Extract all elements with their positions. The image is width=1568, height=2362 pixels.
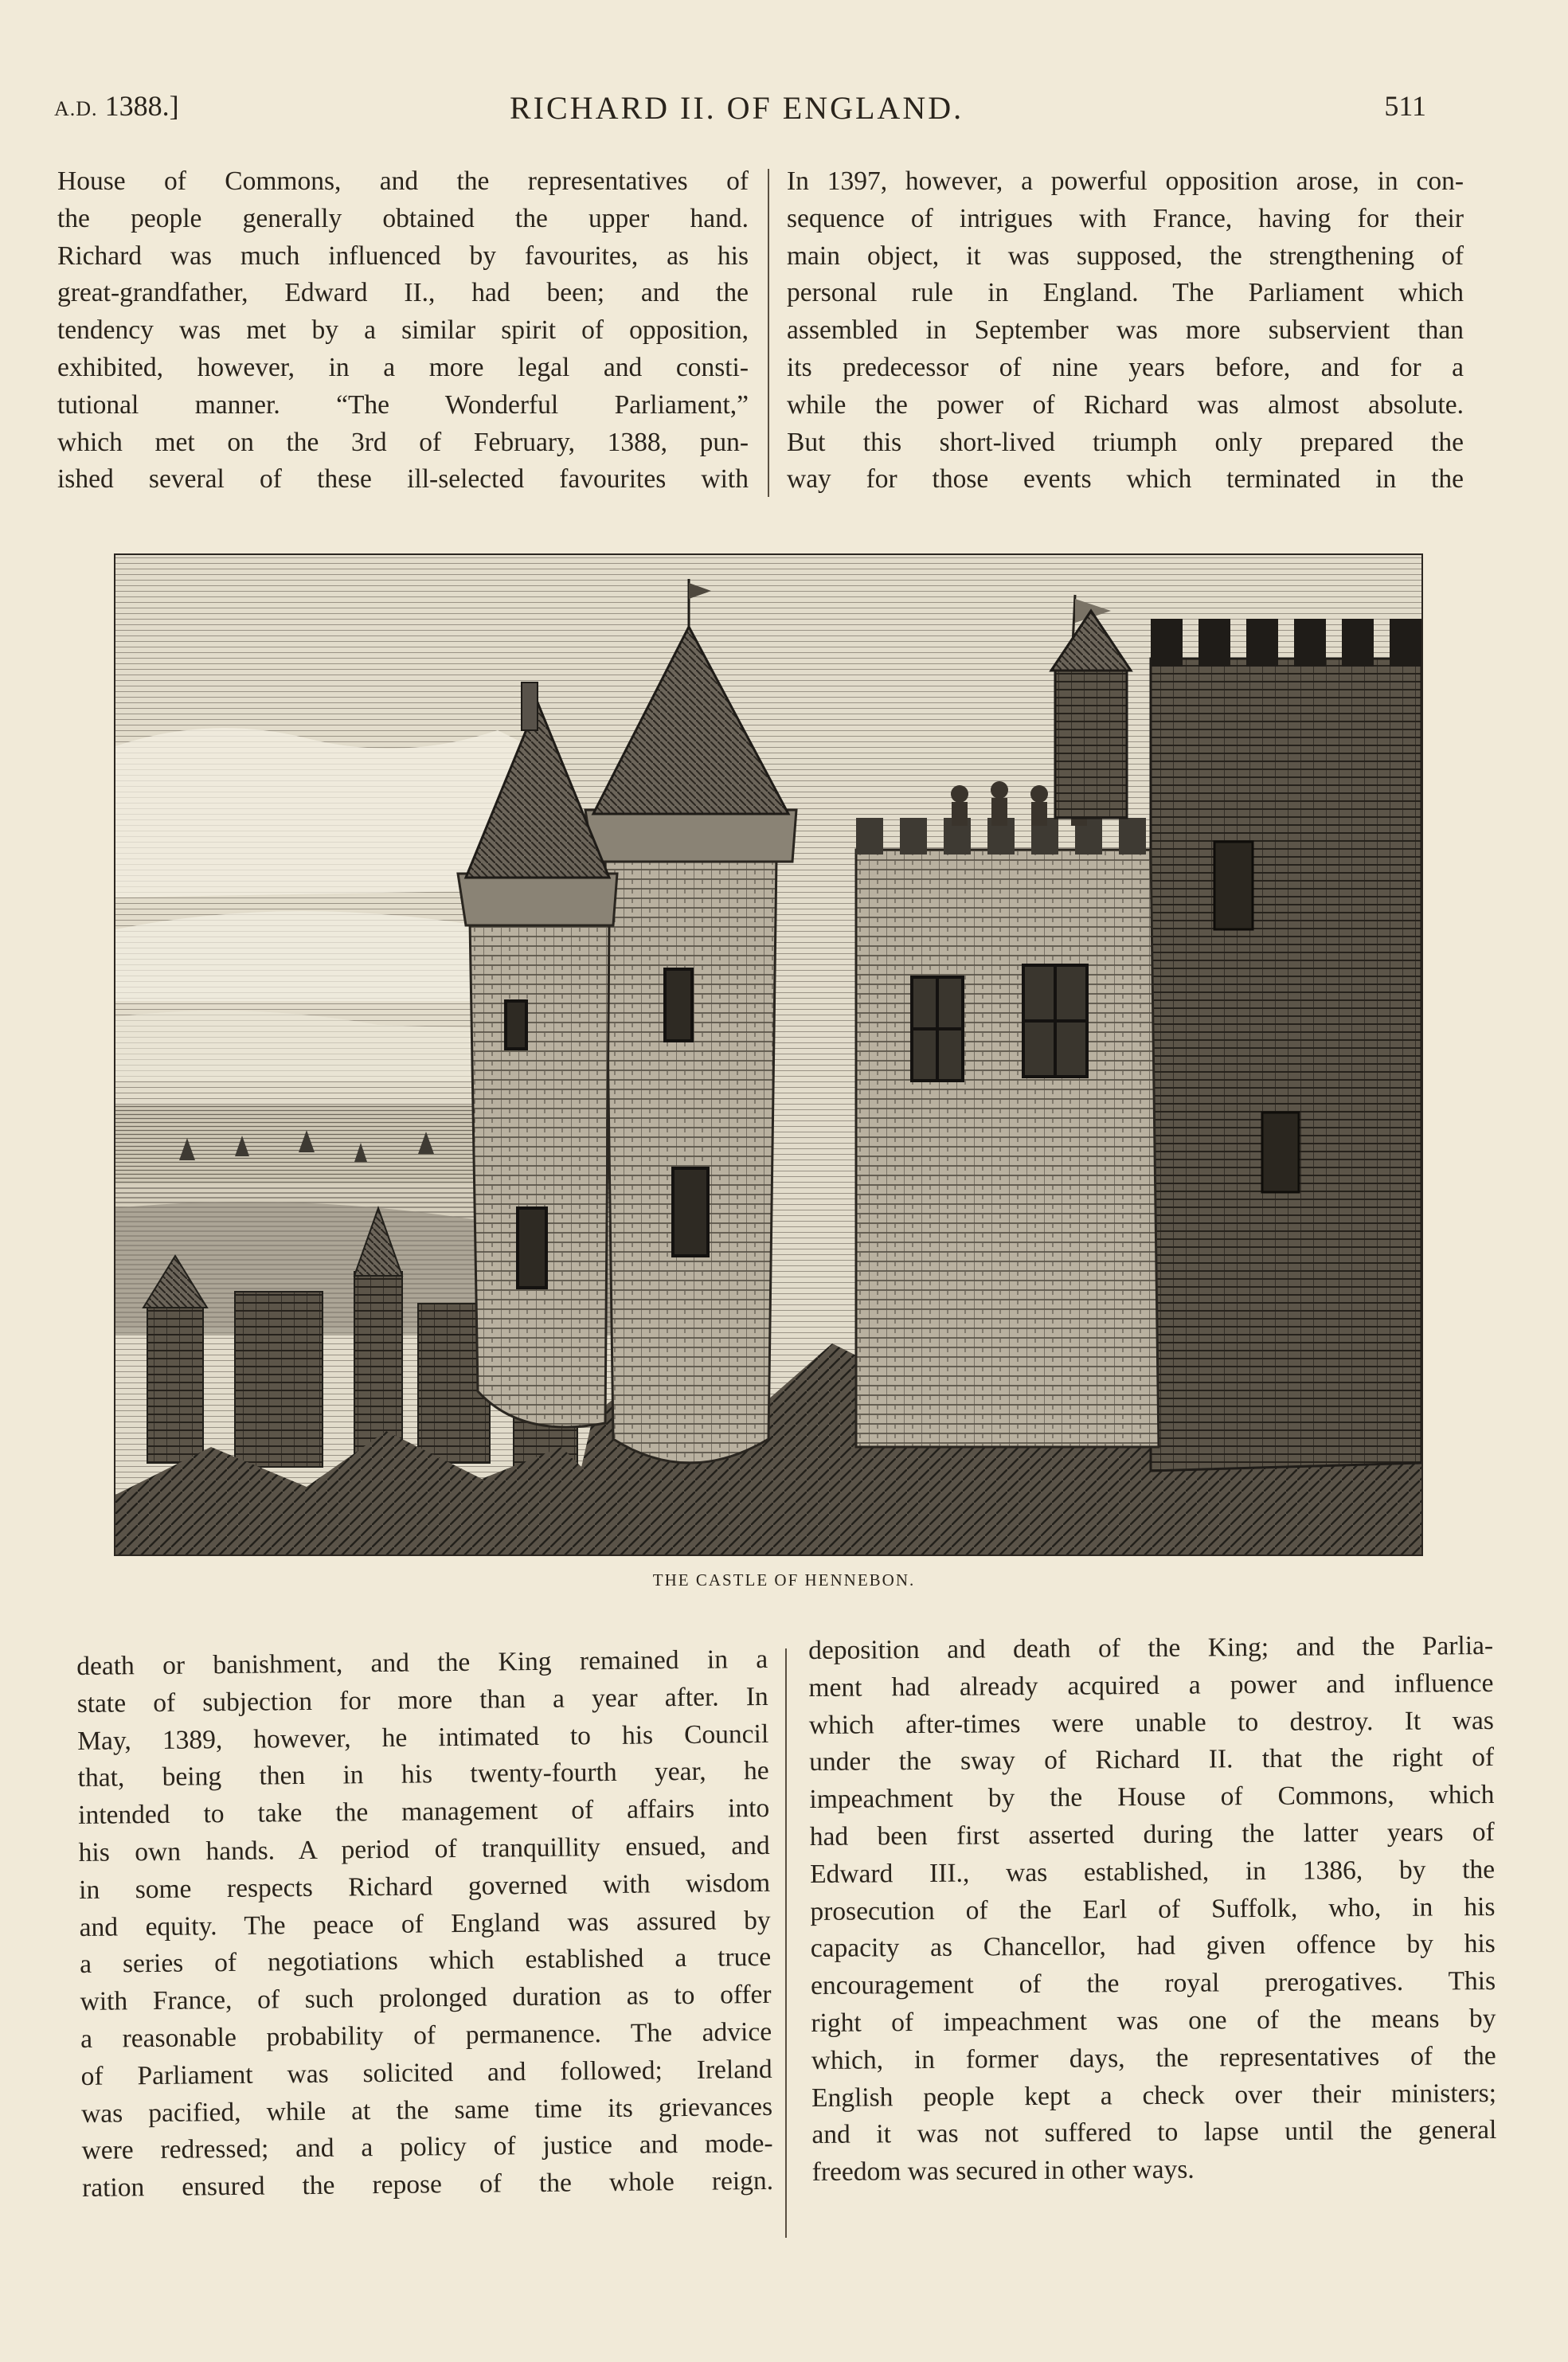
text-line: intended to take the management of affairs into — [78, 1793, 770, 1831]
page-number: 511 — [1384, 90, 1426, 122]
text-line: tutional manner. “The Wonderful Parliament,” — [57, 389, 749, 420]
text-line: of Parliament was solicited and followed; Ireland — [80, 2054, 772, 2091]
text-line: its predecessor of nine years before, and for a — [787, 352, 1464, 382]
text-line: freedom was secured in other ways. — [811, 2154, 1195, 2188]
text-line: under the sway of Richard II. that the right of — [809, 1742, 1495, 1777]
text-line: while the power of Richard was almost absolute. — [787, 389, 1464, 420]
column-top-right — [787, 163, 1464, 499]
text-line: which met on the 3rd of February, 1388, pun- — [57, 427, 749, 457]
text-line: But this short-lived triumph only prepared the — [787, 427, 1464, 457]
text-line: Edward III., was established, in 1386, by the — [809, 1854, 1496, 1889]
text-line: great-grandfather, Edward II., had been; and the — [57, 278, 749, 308]
text-line: in some respects Richard governed with wisdom — [78, 1867, 771, 1905]
text-line: which, in former days, the representatives of the — [811, 2040, 1496, 2075]
text-line: sequence of intrigues with France, having for their — [787, 203, 1464, 233]
text-line: state of subjection for more than a year after. In — [76, 1681, 768, 1719]
text-line: encouragement of the royal prerogatives. This — [810, 1966, 1496, 2001]
text-line: capacity as Chancellor, had given offence by his — [810, 1929, 1496, 1964]
text-line: a reasonable probability of permanence. The advice — [80, 2016, 772, 2054]
text-line: exhibited, however, in a more legal and consti- — [57, 352, 749, 382]
text-line: main object, it was supposed, the strengthening of — [787, 241, 1464, 271]
text-line: May, 1389, however, he intimated to his Council — [77, 1719, 769, 1756]
text-line: deposition and death of the King; and the Parlia- — [808, 1630, 1494, 1665]
text-line: assembled in September was more subservient than — [787, 315, 1464, 346]
running-header — [0, 89, 1568, 137]
text-line: was pacified, while at the same time its grievances — [80, 2091, 773, 2129]
text-line: death or banishment, and the King remained in a — [76, 1644, 768, 1681]
header-era: A.D. — [54, 97, 98, 120]
text-line: were redressed; and a policy of justice and mode- — [81, 2129, 773, 2166]
text-line: which after-times were unable to destroy. It was — [808, 1705, 1494, 1740]
text-line: had been first asserted during the latter years of — [809, 1816, 1495, 1852]
text-line: his own hands. A period of tranquillity ensued, and — [78, 1830, 770, 1867]
header-title: RICHARD II. OF ENGLAND. — [510, 90, 964, 126]
text-line: with France, of such prolonged duration as to offer — [80, 1980, 772, 2017]
column-rule-bottom — [785, 1648, 787, 2238]
text-line: a series of negotiations which established a truce — [79, 1942, 772, 1980]
column-rule-top — [768, 169, 769, 497]
header-year: 1388.] — [104, 90, 179, 122]
text-line: ished several of these ill-selected favourites with — [57, 464, 749, 495]
column-bottom-right — [808, 1628, 1497, 2192]
text-line: In 1397, however, a powerful opposition arose, in con- — [787, 166, 1464, 196]
text-line: right of impeachment was one of the means by — [811, 2003, 1496, 2038]
text-line: personal rule in England. The Parliament which — [787, 278, 1464, 308]
text-line: and equity. The peace of England was assured by — [79, 1905, 771, 1942]
text-line: House of Commons, and the representatives of — [57, 166, 749, 196]
text-line: that, being then in his twenty-fourth year, he — [77, 1756, 769, 1793]
text-line: impeachment by the House of Commons, which — [809, 1780, 1495, 1815]
text-line: ment had already acquired a power and influence — [808, 1668, 1494, 1703]
text-line: Richard was much influenced by favourites, as his — [57, 241, 749, 271]
text-line: the people generally obtained the upper hand. — [57, 203, 749, 233]
figure-caption: THE CASTLE OF HENNEBON. — [652, 1570, 916, 1590]
text-line: English people kept a check over their ministers; — [811, 2078, 1497, 2113]
header-date — [54, 89, 179, 123]
column-top-left — [57, 163, 749, 499]
text-line: way for those events which terminated in the — [787, 464, 1464, 495]
text-line: ration ensured the repose of the whole reign. — [81, 2166, 774, 2204]
castle-engraving — [114, 553, 1423, 1556]
column-bottom-left — [76, 1641, 773, 2208]
text-line: and it was not suffered to lapse until the general — [811, 2115, 1497, 2150]
text-line: prosecution of the Earl of Suffolk, who, in his — [810, 1891, 1496, 1926]
text-line: tendency was met by a similar spirit of opposition, — [57, 315, 749, 346]
